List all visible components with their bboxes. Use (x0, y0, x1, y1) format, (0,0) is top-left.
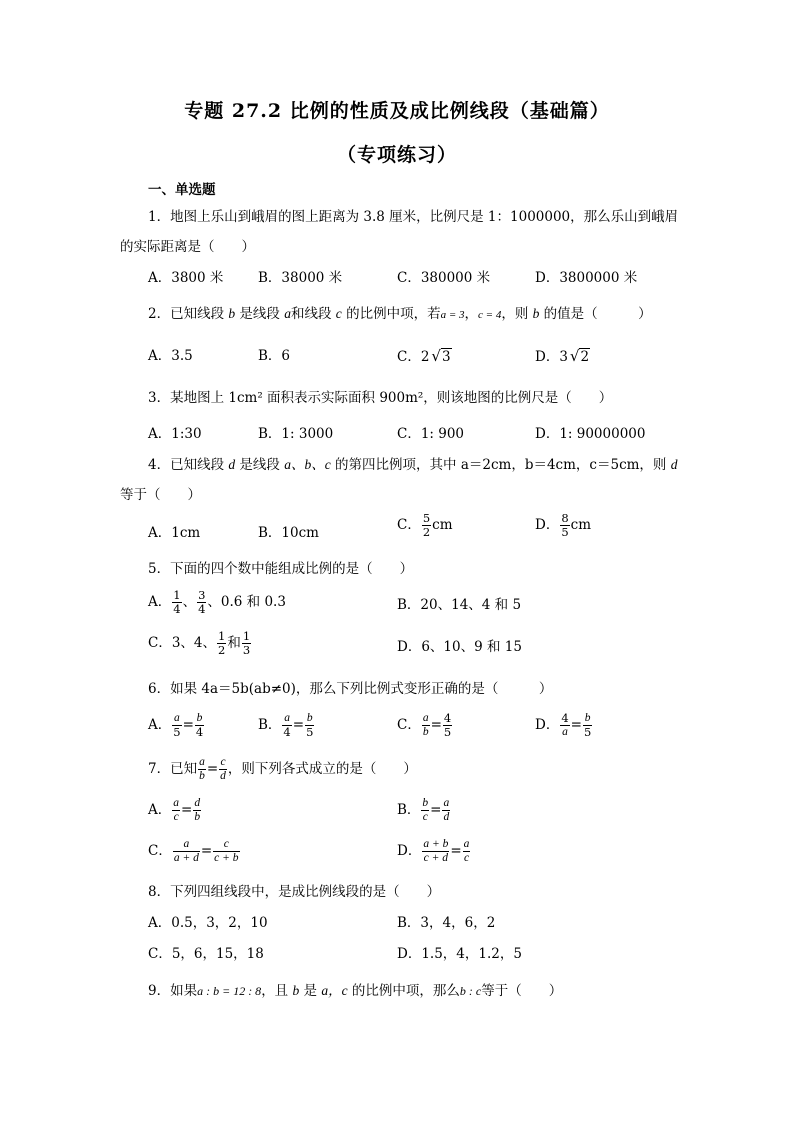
numerator: 1 (218, 629, 226, 643)
unit: cm (432, 517, 453, 533)
denominator: c (173, 811, 179, 823)
numerator: c (220, 756, 226, 768)
page-subtitle: （专项练习） (336, 144, 457, 166)
q2-text-part: ，则 (501, 306, 533, 322)
q8-option-d: D．1.5，4，1.2，5 (397, 946, 522, 962)
fraction (219, 756, 227, 783)
numerator: a (463, 838, 470, 850)
q4-values: a＝2cm，b＝4cm，c＝5cm，则 (460, 457, 671, 473)
var-abc: a、b、c (284, 457, 331, 472)
q7-text-part: 7．已知 (148, 761, 198, 777)
q9-text-part: 9．如果 (148, 983, 198, 999)
q7-text-part: ，则下列各式成立的是（ ） (227, 761, 417, 777)
numerator: a (284, 712, 290, 724)
q1-text: 1．地图上乐山到峨眉的图上距离为 3.8 厘米，比例尺是 1：1000000，那么乐山到峨眉 (148, 209, 679, 225)
q1-option-a: A．3800 米 (148, 270, 224, 286)
var-b: b (228, 306, 236, 321)
fraction (198, 756, 206, 783)
q2-text-part: 的值是（ ） (539, 306, 652, 322)
option-label: D． (535, 517, 560, 533)
q2-text-part: 的比例中项，若 (341, 306, 441, 322)
numerator: d (194, 797, 201, 809)
fraction (422, 838, 449, 865)
fraction (193, 797, 201, 824)
var-b: b (532, 306, 540, 321)
q9-text (148, 981, 562, 1001)
denominator: 5 (173, 725, 181, 739)
numerator: 3 (198, 588, 206, 602)
q6-option-b (258, 712, 315, 739)
numerator: b (196, 712, 203, 724)
separator: 和 (227, 635, 241, 651)
fraction (443, 712, 452, 739)
fraction (172, 797, 180, 824)
var-a: a (284, 306, 291, 321)
q8-text: 8．下列四组线段中，是成比例线段的是（ ） (148, 884, 441, 900)
equals-sign: = (430, 717, 442, 733)
numerator: 8 (561, 511, 569, 525)
fraction (172, 712, 181, 739)
q2-option-a: A．3.5 (148, 348, 193, 364)
option-label: D．3 (535, 349, 568, 365)
condition-a: a = 3 (440, 309, 465, 321)
option-rest: 、0.6 和 0.3 (207, 594, 286, 610)
q5-text: 5．下面的四个数中能组成比例的是（ ） (148, 561, 414, 577)
radicand: 3 (441, 349, 451, 365)
q7-text (148, 756, 417, 783)
numerator: a (199, 756, 205, 768)
ratio-expression: b : c (459, 984, 482, 998)
fraction (242, 630, 251, 657)
numerator: b (422, 797, 429, 809)
fraction (422, 512, 431, 539)
numerator: a (443, 797, 450, 809)
q4-option-c (397, 512, 453, 539)
numerator: a (422, 712, 429, 724)
numerator: 1 (173, 588, 181, 602)
numerator: 4 (561, 711, 569, 725)
option-label: C．3、4、 (148, 635, 217, 651)
denominator: 4 (195, 725, 204, 739)
q5-option-b: B．20、14、4 和 5 (397, 597, 522, 613)
fraction (213, 838, 239, 865)
q4-option-b: B．10cm (258, 525, 319, 541)
q4-option-d (535, 512, 591, 539)
q6-option-a (148, 712, 205, 739)
equals-sign: = (292, 717, 305, 733)
equals-sign: = (430, 802, 442, 818)
equals-sign: = (206, 761, 219, 777)
fraction (421, 797, 429, 824)
var-ac: a，c (321, 983, 348, 998)
numerator: b (584, 712, 591, 724)
fraction (172, 589, 181, 616)
fraction (195, 712, 204, 739)
q4-text-part: 是线段 (235, 457, 285, 473)
denominator: 4 (173, 602, 181, 616)
denominator: b (199, 770, 205, 782)
q1-option-d: D．3800000 米 (535, 270, 638, 286)
section-heading: 一、单选题 (148, 182, 216, 198)
numerator: a (174, 712, 180, 724)
numerator: c (213, 838, 239, 852)
q5-option-d: D．6、10、9 和 15 (397, 639, 522, 655)
option-label: B． (397, 802, 421, 818)
fraction (173, 838, 200, 865)
option-label: A． (148, 717, 172, 733)
var-c: c (335, 306, 342, 321)
q2-text-part: 和线段 (290, 306, 336, 322)
q2-text (148, 304, 652, 325)
denominator: 5 (443, 725, 452, 739)
denominator: c + d (423, 852, 449, 864)
q3-option-b: B．1: 3000 (258, 426, 334, 442)
option-label: D． (397, 843, 422, 859)
denominator: a + d (173, 852, 199, 864)
q6-option-c (397, 712, 453, 739)
q4-text (148, 455, 677, 475)
denominator: b (194, 811, 201, 823)
q3-option-c: C．1: 900 (397, 426, 465, 442)
q2-text-part: 是线段 (235, 306, 285, 322)
var-d: d (670, 457, 678, 472)
condition-c: c = 4 (478, 309, 502, 321)
sqrt-expression: √2 (569, 347, 590, 365)
q3-option-d: D．1: 90000000 (535, 426, 646, 442)
fraction (305, 712, 314, 739)
q9-text-part: 是 (299, 983, 322, 999)
denominator: 5 (561, 525, 569, 539)
q4-option-a: A．1cm (148, 525, 201, 541)
q8-option-a: A．0.5，3，2，10 (148, 915, 268, 931)
equals-sign: = (570, 717, 582, 733)
denominator: 4 (283, 725, 291, 739)
fraction (217, 630, 226, 657)
q3-option-a: A．1:30 (148, 426, 202, 442)
equals-sign: = (182, 717, 194, 733)
q3-text: 3．某地图上 1cm² 面积表示实际面积 900m²，则该地图的比例尺是（ ） (148, 390, 613, 406)
ratio-expression: a : b = 12 : 8 (197, 984, 262, 998)
option-label: C．2 (397, 349, 430, 365)
numerator: a (173, 797, 179, 809)
denominator: 4 (198, 602, 206, 616)
option-label: C． (148, 843, 172, 859)
denominator: c + b (214, 852, 239, 864)
q9-text-part: 等于（ ） (481, 983, 563, 999)
q6-option-d (535, 712, 593, 739)
q7-option-d (397, 838, 471, 865)
q7-option-b (397, 797, 451, 824)
option-label: C． (397, 717, 421, 733)
q9-text-part: 的比例中项，那么 (347, 983, 460, 999)
denominator: d (443, 811, 450, 823)
denominator: 5 (306, 725, 314, 739)
radicand: 2 (580, 349, 590, 365)
denominator: 2 (218, 643, 226, 657)
denominator: c (463, 852, 470, 864)
var-d: d (228, 457, 236, 472)
denominator: 3 (242, 643, 251, 657)
q8-option-c: C．5，6，15，18 (148, 946, 264, 962)
numerator: a (173, 838, 200, 852)
page-title: 专题 27.2 比例的性质及成比例线段（基础篇） (184, 100, 610, 122)
q1-text-cont: 的实际距离是（ ） (120, 239, 255, 255)
q2-option-c (397, 346, 452, 367)
q5-option-a (148, 589, 286, 616)
unit: cm (570, 517, 592, 533)
numerator: 4 (443, 711, 452, 725)
fraction (560, 512, 569, 539)
q2-option-b: B．6 (258, 348, 291, 364)
fraction (197, 589, 206, 616)
numerator: a + b (423, 838, 449, 850)
q8-option-b: B．3，4，6，2 (397, 915, 496, 931)
q9-text-part: ，且 (261, 983, 293, 999)
option-label: D． (535, 717, 560, 733)
denominator: 2 (422, 525, 431, 539)
fraction (442, 797, 450, 824)
q7-option-c (148, 838, 241, 865)
equals-sign: = (200, 843, 213, 859)
numerator: b (306, 712, 313, 724)
denominator: 5 (583, 725, 592, 739)
q6-text: 6．如果 4a＝5b(ab≠0)，那么下列比例式变形正确的是（ ） (148, 681, 553, 697)
denominator: d (220, 770, 226, 782)
q1-option-b: B．38000 米 (258, 270, 343, 286)
numerator: 1 (242, 629, 251, 643)
fraction (560, 712, 569, 739)
q4-text-cont: 等于（ ） (120, 487, 201, 503)
option-label: A． (148, 594, 172, 610)
q4-text-part: 的第四比例项，其中 (330, 457, 461, 473)
denominator: b (422, 726, 429, 738)
q2-option-d (535, 346, 590, 367)
sqrt-expression: √3 (431, 347, 451, 365)
var-b: b (292, 983, 300, 998)
fraction (583, 712, 592, 739)
q4-text-part: 4．已知线段 (148, 457, 229, 473)
numerator: 5 (422, 511, 431, 525)
q7-option-a (148, 797, 202, 824)
q2-text-part: 2．已知线段 (148, 306, 229, 322)
option-label: A． (148, 802, 172, 818)
q2-text-part: ， (464, 306, 479, 322)
q1-option-c: C．380000 米 (397, 270, 491, 286)
equals-sign: = (181, 802, 193, 818)
fraction (463, 838, 471, 865)
denominator: a (562, 726, 568, 738)
fraction (422, 712, 430, 739)
equals-sign: = (450, 843, 462, 859)
option-label: B． (258, 717, 282, 733)
fraction (282, 712, 291, 739)
separator: 、 (182, 594, 197, 610)
option-label: C． (397, 517, 421, 533)
denominator: c (422, 811, 428, 823)
q5-option-c (148, 630, 252, 657)
